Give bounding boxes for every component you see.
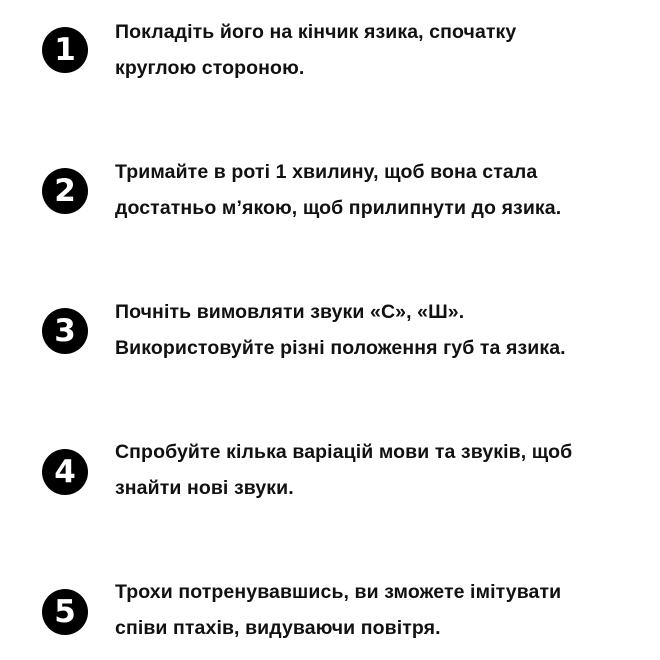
step-number-badge: 4 — [42, 449, 88, 495]
step-instruction — [115, 434, 635, 506]
step-text-line: Покладіть його на кінчик язика, спочатку — [115, 21, 517, 43]
step-instruction — [115, 154, 635, 226]
step-number-badge: 1 — [42, 27, 88, 73]
step-number-badge: 5 — [42, 589, 88, 635]
step-text-line: знайти нові звуки. — [115, 477, 294, 499]
step-text-line: Почніть вимовляти звуки «С», «Ш». — [115, 301, 465, 323]
step-number-badge: 3 — [42, 308, 88, 354]
step-text-line: Використовуйте різні положення губ та язика. — [115, 337, 566, 359]
step-text-line: достатньо м’якою, щоб прилипнути до язика. — [115, 197, 562, 219]
step-instruction — [115, 294, 635, 366]
step-text-line: круглою стороною. — [115, 57, 305, 79]
step-instruction — [115, 14, 635, 86]
step-text-line: Тримайте в роті 1 хвилину, щоб вона стала — [115, 161, 538, 183]
step-text-line: Трохи потренувавшись, ви зможете імітувати — [115, 581, 562, 603]
step-text-line: співи птахів, видуваючи повітря. — [115, 617, 441, 639]
step-instruction — [115, 574, 635, 646]
step-number-badge: 2 — [42, 168, 88, 214]
step-text-line: Спробуйте кілька варіацій мови та звуків, щоб — [115, 441, 573, 463]
